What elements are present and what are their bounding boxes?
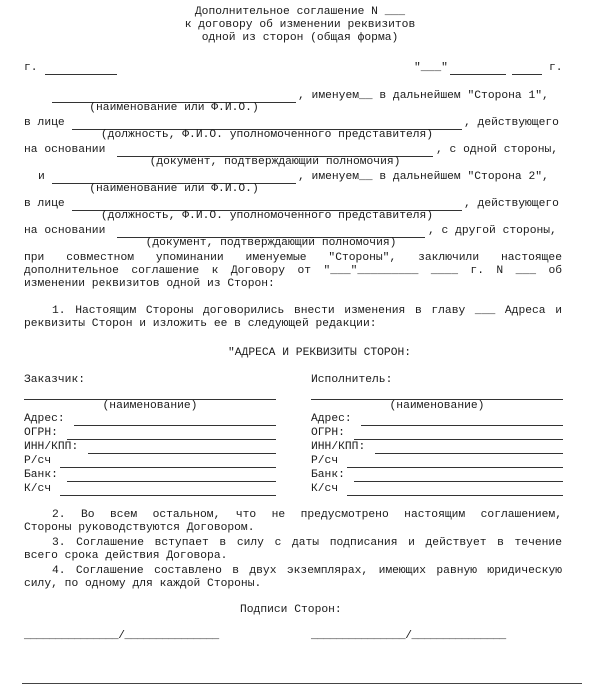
contractor-field-account-label: Р/сч [311,455,339,467]
contractor-field-ogrn-label: ОГРН: [311,427,345,439]
clause2-line-1: 2. Во всем остальном, что не предусмотрено настоящим соглашением, [52,509,562,521]
customer-field-account-label: Р/сч [24,455,52,467]
party2-named-text: , именуем__ в дальнейшем "Сторона 2", [298,171,549,183]
contractor-bank-field[interactable] [354,481,563,482]
contractor-inn-field[interactable] [375,453,563,454]
customer-bank-field[interactable] [67,481,276,482]
signature-line-right[interactable]: _______________/_______________ [311,630,506,642]
preamble-line-1: при совместном упоминании именуемые "Стороны", заключили настоящее [24,252,562,264]
contractor-field-inn-label: ИНН/КПП: [311,441,366,453]
customer-address-field[interactable] [74,425,276,426]
customer-field-inn-label: ИНН/КПП: [24,441,79,453]
party2-basis: на основании [24,225,106,237]
customer-name-caption: (наименование) [102,400,198,412]
customer-corr-field[interactable] [60,495,276,496]
contractor-address-field[interactable] [361,425,563,426]
contractor-account-field[interactable] [347,467,563,468]
party2-in-person: в лице [24,198,65,210]
date-day: "___" [414,62,448,74]
party1-in-person: в лице [24,117,65,129]
addresses-section-title: "АДРЕСА И РЕКВИЗИТЫ СТОРОН: [228,347,412,359]
clause3-line-2: всего срока действия Договора. [24,550,228,562]
contractor-corr-field[interactable] [347,495,563,496]
party2-representative-caption: (должность, Ф.И.О. уполномоченного представителя) [100,210,434,222]
party1-representative-caption: (должность, Ф.И.О. уполномоченного представителя) [100,129,434,141]
party1-name-caption: (наименование или Ф.И.О.) [89,102,259,114]
signature-line-left[interactable]: _______________/_______________ [24,630,219,642]
party1-acting: , действующего [464,117,559,129]
preamble-line-3: изменении реквизитов одной из Сторон: [24,278,275,290]
document-title-line-1: Дополнительное соглашение N ___ [194,6,406,18]
clause1-line-1: 1. Настоящим Стороны договорились внести изменения в главу ___ Адреса и [52,305,562,317]
document-title-line-3: одной из сторон (общая форма) [201,32,399,44]
customer-account-field[interactable] [60,467,276,468]
party1-document-caption: (документ, подтверждающий полномочия) [149,156,401,168]
date-year-suffix: г. [549,62,563,74]
customer-field-ogrn-label: ОГРН: [24,427,58,439]
date-year-field[interactable] [512,74,542,75]
customer-inn-field[interactable] [88,453,276,454]
city-prefix: г. [24,62,38,74]
date-month-field[interactable] [450,74,506,75]
contractor-name-caption: (наименование) [389,400,485,412]
contractor-field-address-label: Адрес: [311,413,352,425]
contractor-field-bank-label: Банк: [311,469,345,481]
bottom-divider [22,683,582,684]
contractor-ogrn-field[interactable] [354,439,563,440]
clause3-line-1: 3. Соглашение вступает в силу с даты подписания и действует в течение [52,537,562,549]
customer-field-bank-label: Банк: [24,469,58,481]
contractor-field-corr-label: К/сч [311,483,339,495]
customer-field-corr-label: К/сч [24,483,52,495]
party2-name-caption: (наименование или Ф.И.О.) [89,183,259,195]
city-field[interactable] [45,74,117,75]
party1-side: , с одной стороны, [436,144,559,156]
party2-document-caption: (документ, подтверждающий полномочия) [145,237,397,249]
customer-field-address-label: Адрес: [24,413,65,425]
preamble-line-2: дополнительное соглашение к Договору от "___"_________ ____ г. N ___ об [24,265,562,277]
party2-side: , с другой стороны, [428,225,557,237]
party2-and: и [38,171,45,183]
customer-ogrn-field[interactable] [67,439,276,440]
signatures-heading: Подписи Сторон: [240,604,342,616]
contractor-heading: Исполнитель: [311,374,393,386]
customer-heading: Заказчик: [24,374,86,386]
document-title-line-2: к договору об изменении реквизитов [184,19,416,31]
clause2-line-2: Стороны руководствуются Договором. [24,522,255,534]
party1-named-text: , именуем__ в дальнейшем "Сторона 1", [298,90,549,102]
clause4-line-1: 4. Соглашение составлено в двух экземплярах, имеющих равную юридическую [52,565,562,577]
party2-acting: , действующего [464,198,559,210]
clause1-line-2: реквизиты Сторон и изложить ее в следующей редакции: [24,318,377,330]
clause4-line-2: силу, по одному для каждой Стороны. [24,578,262,590]
party1-basis: на основании [24,144,106,156]
